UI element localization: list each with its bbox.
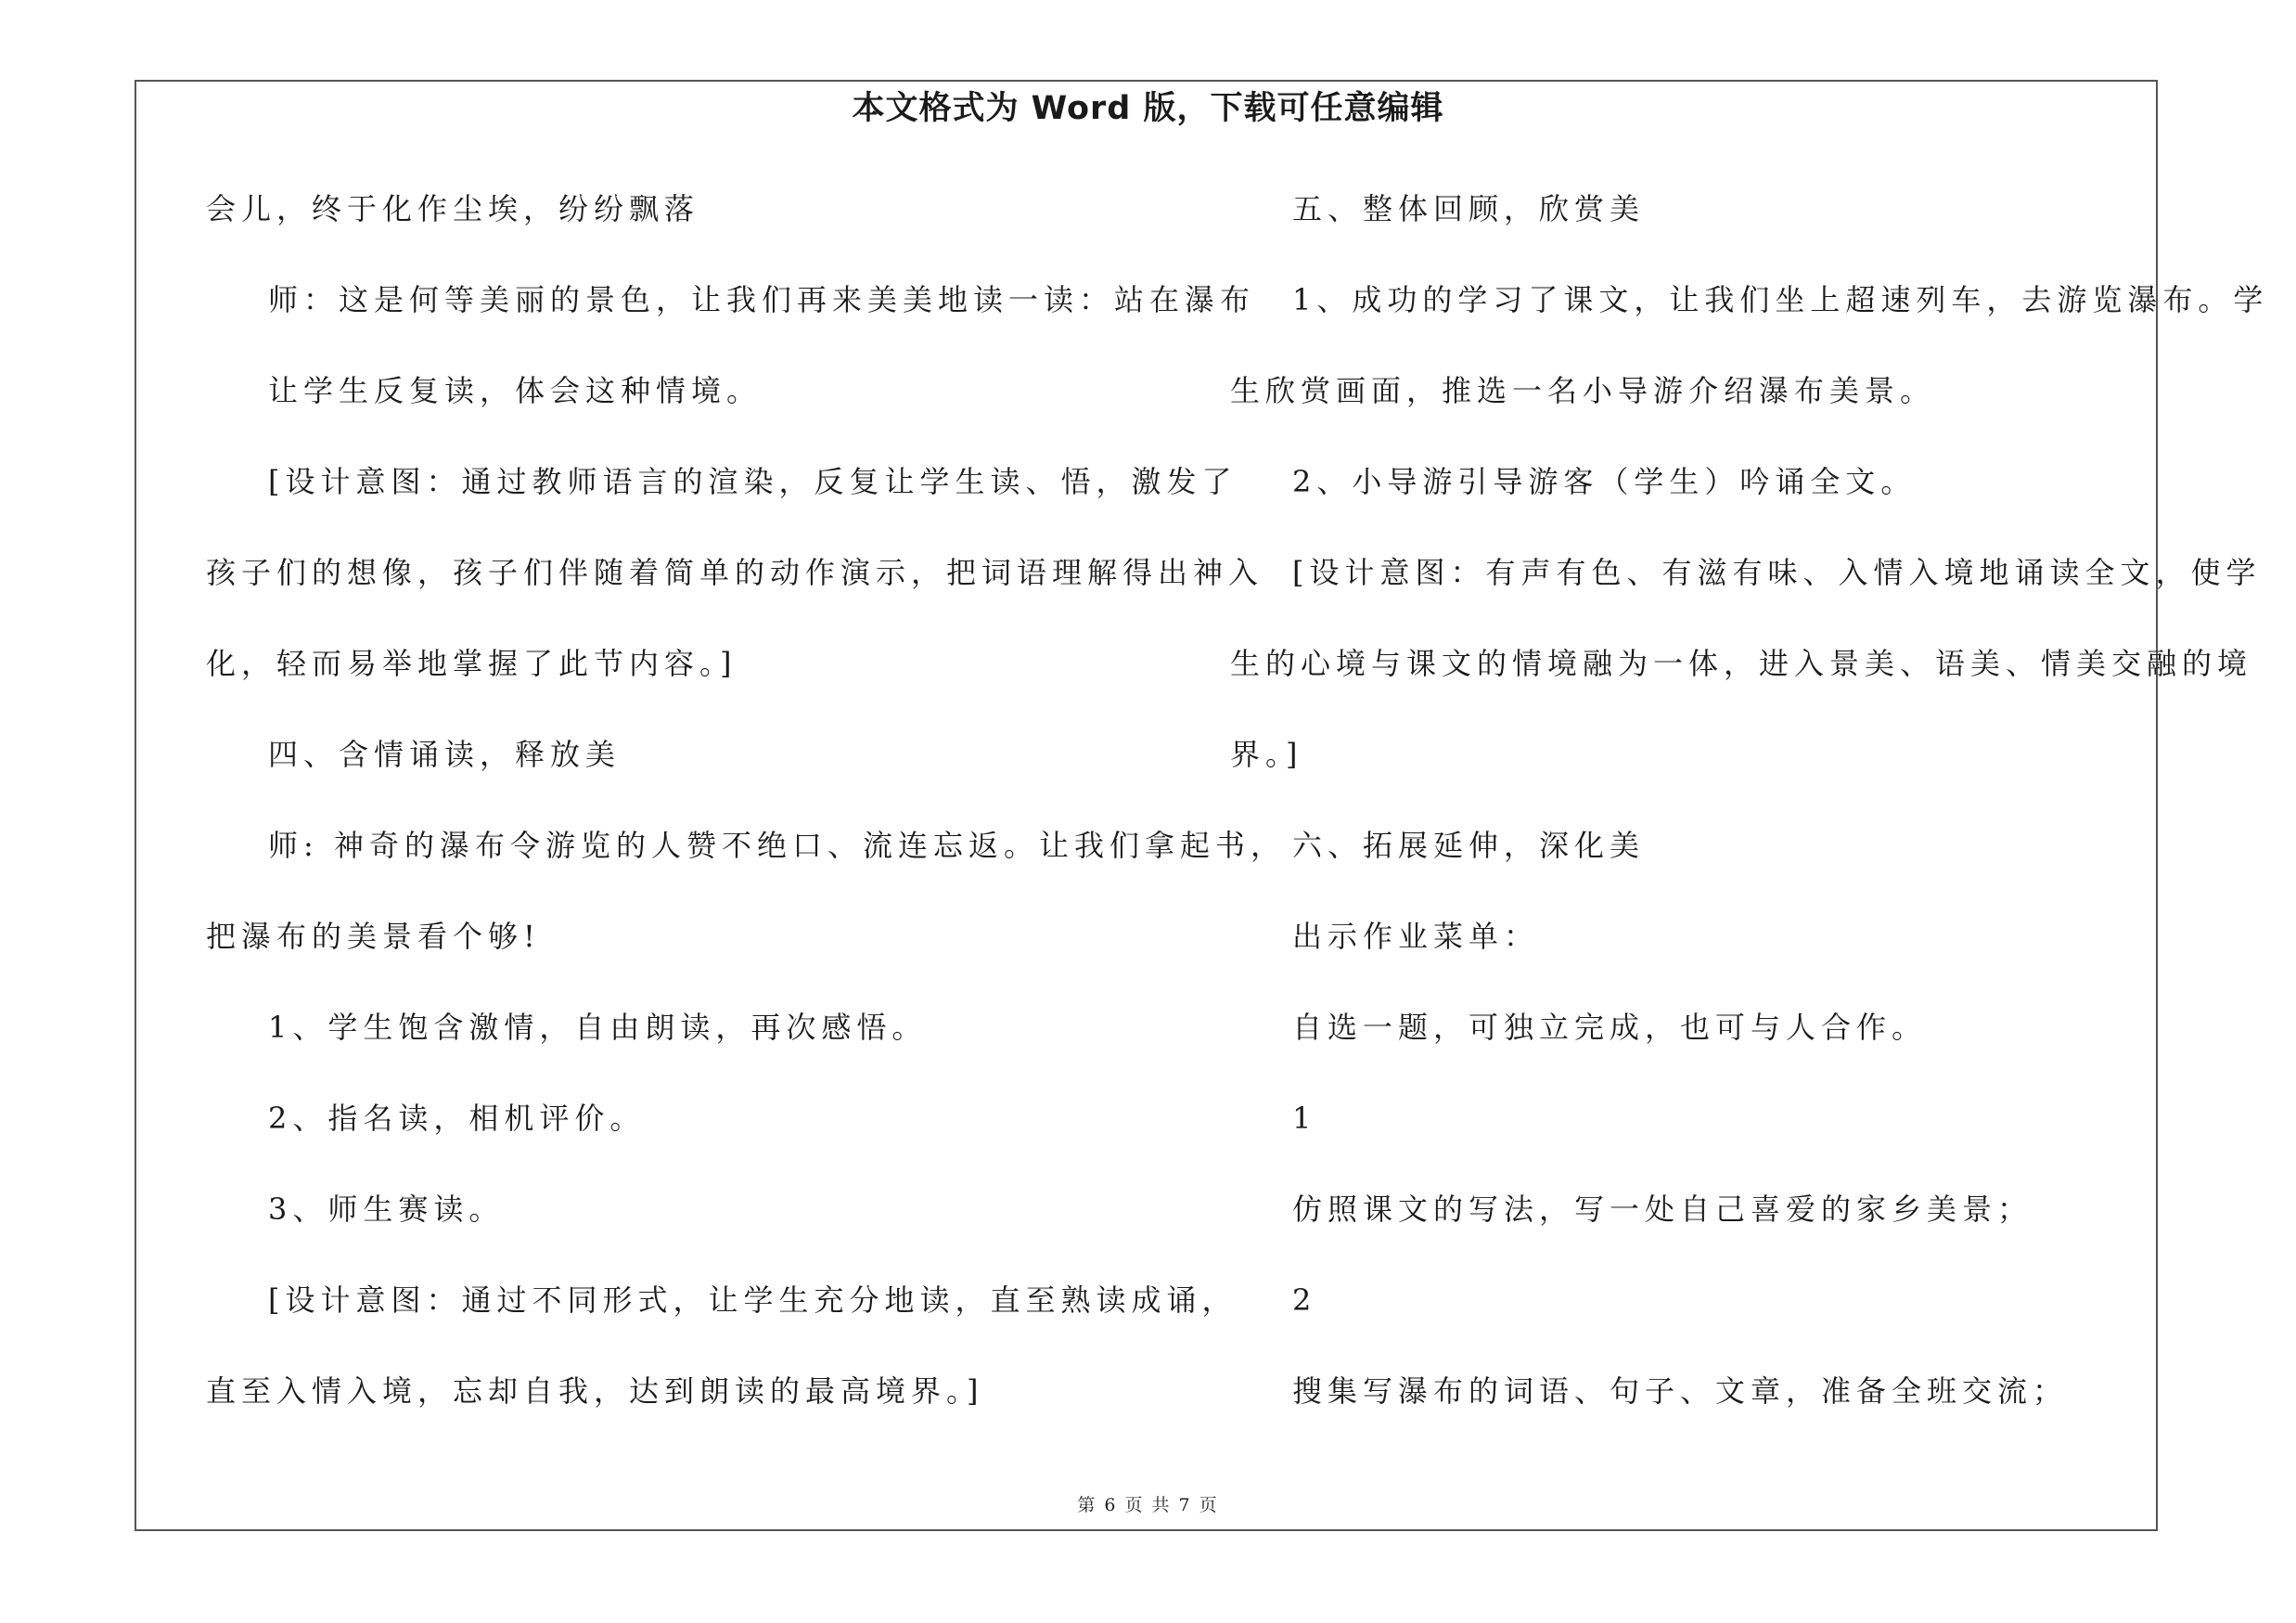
text-line: 让学生反复读，体会这种情境。	[268, 373, 763, 408]
section-heading: 六、拓展延伸，深化美	[1292, 828, 1646, 863]
text-line: 1、成功的学习了课文，让我们坐上超速列车，去游览瀑布。学	[1292, 282, 2269, 317]
list-number: 1	[1292, 1101, 1317, 1136]
text-line: [设计意图：通过不同形式，让学生充分地读，直至熟读成诵，	[268, 1282, 1238, 1318]
text-line: 2、指名读，相机评价。	[268, 1101, 646, 1136]
text-line: 直至入情入境，忘却自我，达到朗读的最高境界。]	[206, 1373, 984, 1409]
text-line: 自选一题，可独立完成，也可与人合作。	[1292, 1010, 1928, 1045]
text-line: 化，轻而易举地掌握了此节内容。]	[206, 646, 738, 681]
page-number-footer: 第 6 页 共 7 页	[1077, 1495, 1219, 1515]
text-line: 界。]	[1230, 737, 1303, 772]
text-line: 3、师生赛读。	[268, 1191, 505, 1227]
section-heading: 四、含情诵读，释放美	[268, 737, 622, 772]
text-line: 2、小导游引导游客（学生）吟诵全文。	[1292, 464, 1917, 499]
text-line: 1、学生饱含激情，自由朗读，再次感悟。	[268, 1010, 928, 1045]
section-heading: 五、整体回顾，欣赏美	[1292, 191, 1646, 226]
text-line: 搜集写瀑布的词语、句子、文章，准备全班交流；	[1292, 1373, 2069, 1409]
text-line: 会儿，终于化作尘埃，纷纷飘落	[206, 191, 700, 226]
header-title: 本文格式为 Word 版，下载可任意编辑	[852, 90, 1444, 127]
right-column	[1230, 181, 2269, 1454]
text-line: 孩子们的想像，孩子们伴随着简单的动作演示，把词语理解得出神入	[206, 555, 1264, 590]
text-line: 师：这是何等美丽的景色，让我们再来美美地读一读：站在瀑布	[268, 282, 1256, 317]
text-line: [设计意图：通过教师语言的渲染，反复让学生读、悟，激发了	[268, 464, 1238, 499]
text-line: 仿照课文的写法，写一处自己喜爱的家乡美景；	[1292, 1191, 2033, 1227]
text-line: 师: 神奇的瀑布令游览的人赞不绝口、流连忘返。让我们拿起书，	[268, 828, 1286, 863]
left-column	[206, 181, 1286, 1454]
list-number: 2	[1292, 1282, 1317, 1318]
text-line: 生的心境与课文的情境融为一体，进入景美、语美、情美交融的境	[1230, 646, 2253, 681]
text-line: 把瀑布的美景看个够!	[206, 919, 541, 954]
text-line: 生欣赏画面，推选一名小导游介绍瀑布美景。	[1230, 373, 1936, 408]
text-line: 出示作业菜单：	[1292, 919, 1540, 954]
text-line: [设计意图：有声有色、有滋有味、入情入境地诵读全文，使学	[1292, 555, 2262, 590]
